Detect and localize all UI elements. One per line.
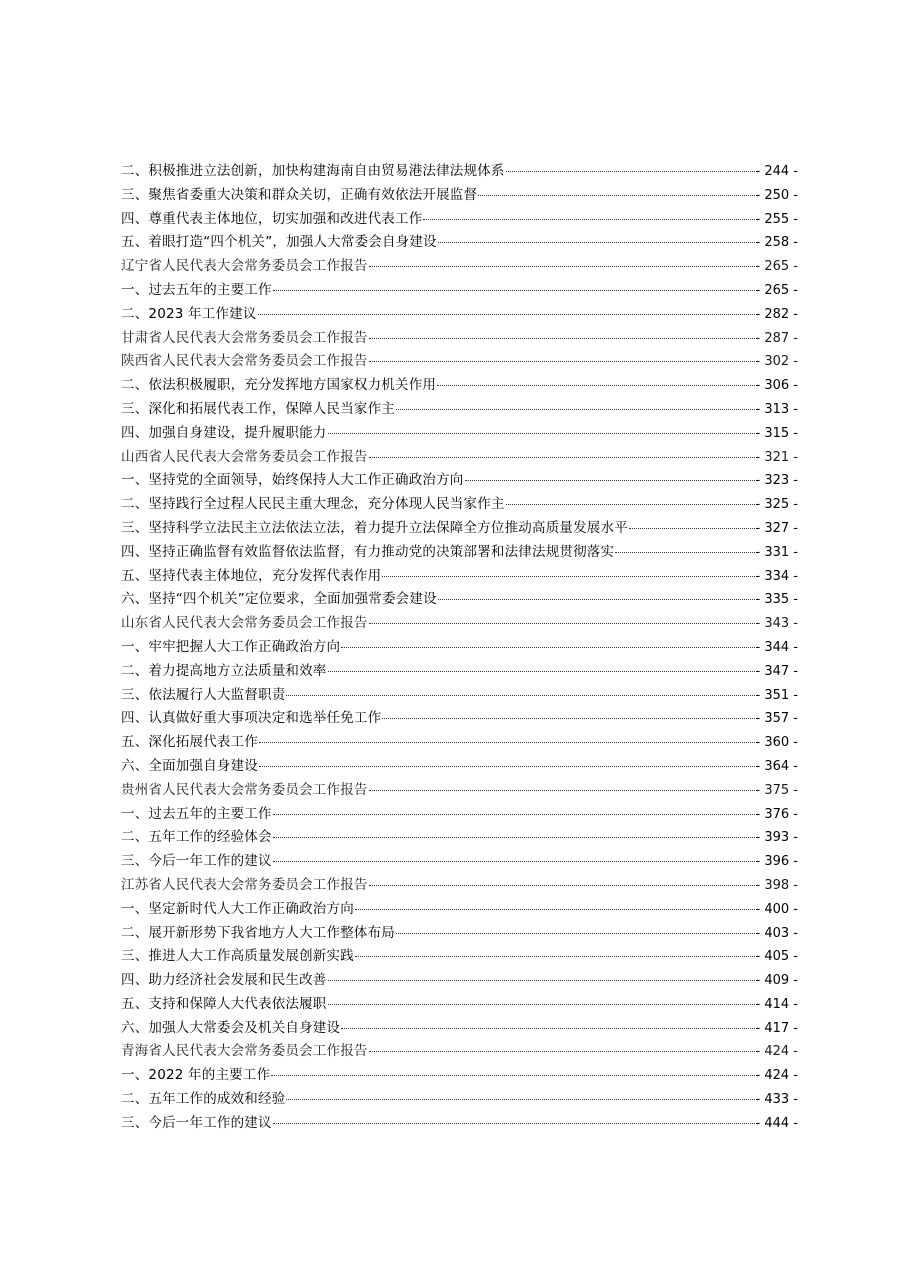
dot-leader xyxy=(273,837,755,838)
toc-section-entry[interactable] xyxy=(121,707,798,731)
dot-leader xyxy=(258,314,755,315)
toc-entry-page-number: - 433 - xyxy=(755,1092,798,1108)
toc-section-entry[interactable] xyxy=(121,803,798,827)
toc-section-entry[interactable] xyxy=(121,1017,798,1041)
toc-entry-title: 江苏省人民代表大会常务委员会工作报告 xyxy=(121,876,368,893)
toc-section-entry[interactable] xyxy=(121,231,798,255)
dot-leader xyxy=(355,909,755,910)
dot-leader xyxy=(369,361,755,362)
toc-entry-page-number: - 265 - xyxy=(755,282,798,298)
toc-entry-title: 一、坚持党的全面领导，始终保持人大工作正确政治方向 xyxy=(121,472,464,489)
toc-entry-page-number: - 360 - xyxy=(755,735,798,751)
toc-entry-page-number: - 287 - xyxy=(755,330,798,346)
toc-entry-page-number: - 344 - xyxy=(755,639,798,655)
toc-entry-title: 四、尊重代表主体地位，切实加强和改进代表工作 xyxy=(121,210,423,227)
toc-entry-page-number: - 376 - xyxy=(755,806,798,822)
dot-leader xyxy=(615,552,754,553)
dot-leader xyxy=(369,338,755,339)
dot-leader xyxy=(328,980,755,981)
toc-section-entry[interactable] xyxy=(121,398,798,422)
toc-entry-page-number: - 424 - xyxy=(755,1068,798,1084)
toc-section-entry[interactable] xyxy=(121,208,798,232)
toc-entry-page-number: - 315 - xyxy=(755,425,798,441)
toc-section-entry[interactable] xyxy=(121,755,798,779)
toc-entry-title: 二、坚持践行全过程人民民主重大理念，充分体现人民当家作主 xyxy=(121,496,505,513)
toc-entry-title: 四、坚持正确监督有效监督依法监督，有力推动党的决策部署和法律法规贯彻落实 xyxy=(121,543,615,560)
toc-section-entry[interactable] xyxy=(121,898,798,922)
toc-entry-page-number: - 393 - xyxy=(755,830,798,846)
toc-section-entry[interactable] xyxy=(121,993,798,1017)
dot-leader xyxy=(438,599,755,600)
dot-leader xyxy=(341,647,754,648)
dot-leader xyxy=(259,766,755,767)
dot-leader xyxy=(478,195,754,196)
toc-entry-title: 一、坚定新时代人大工作正确政治方向 xyxy=(121,900,354,917)
toc-entry-title: 三、聚焦省委重大决策和群众关切，正确有效依法开展监督 xyxy=(121,186,478,203)
dot-leader xyxy=(341,1028,754,1029)
dot-leader xyxy=(273,1123,755,1124)
dot-leader xyxy=(369,623,755,624)
dot-leader xyxy=(328,433,755,434)
toc-section-entry[interactable] xyxy=(121,945,798,969)
toc-section-entry[interactable] xyxy=(121,1064,798,1088)
toc-section-entry[interactable] xyxy=(121,565,798,589)
toc-section-entry[interactable] xyxy=(121,493,798,517)
dot-leader xyxy=(271,1075,754,1076)
toc-section-entry[interactable] xyxy=(121,160,798,184)
toc-report-entry[interactable] xyxy=(121,350,798,374)
toc-entry-page-number: - 325 - xyxy=(755,497,798,513)
toc-entry-title: 一、过去五年的主要工作 xyxy=(121,805,272,822)
toc-section-entry[interactable] xyxy=(121,636,798,660)
dot-leader xyxy=(382,576,754,577)
dot-leader xyxy=(273,290,755,291)
toc-entry-page-number: - 398 - xyxy=(755,877,798,893)
toc-entry-title: 一、过去五年的主要工作 xyxy=(121,281,272,298)
toc-section-entry[interactable] xyxy=(121,517,798,541)
toc-section-entry[interactable] xyxy=(121,279,798,303)
toc-report-entry[interactable] xyxy=(121,612,798,636)
toc-entry-page-number: - 417 - xyxy=(755,1020,798,1036)
toc-entry-title: 五、坚持代表主体地位，充分发挥代表作用 xyxy=(121,567,382,584)
toc-section-entry[interactable] xyxy=(121,1088,798,1112)
dot-leader xyxy=(259,742,755,743)
toc-entry-page-number: - 302 - xyxy=(755,354,798,370)
toc-entry-title: 三、坚持科学立法民主立法依法立法，着力提升立法保障全方位推动高质量发展水平 xyxy=(121,519,628,536)
toc-report-entry[interactable] xyxy=(121,255,798,279)
toc-entry-title: 三、深化和拓展代表工作，保障人民当家作主 xyxy=(121,400,395,417)
toc-entry-title: 六、加强人大常委会及机关自身建设 xyxy=(121,1019,341,1036)
toc-report-entry[interactable] xyxy=(121,779,798,803)
dot-leader xyxy=(273,861,755,862)
toc-entry-page-number: - 375 - xyxy=(755,782,798,798)
toc-entry-page-number: - 414 - xyxy=(755,996,798,1012)
dot-leader xyxy=(369,1051,755,1052)
toc-entry-title: 一、2022 年的主要工作 xyxy=(121,1067,271,1084)
toc-entry-title: 六、全面加强自身建设 xyxy=(121,757,258,774)
dot-leader xyxy=(396,933,755,934)
dot-leader xyxy=(369,885,755,886)
dot-leader xyxy=(369,457,755,458)
dot-leader xyxy=(369,266,755,267)
toc-entry-title: 三、今后一年工作的建议 xyxy=(121,1114,272,1131)
toc-entry-title: 山东省人民代表大会常务委员会工作报告 xyxy=(121,615,368,632)
toc-entry-title: 二、着力提高地方立法质量和效率 xyxy=(121,662,327,679)
dot-leader xyxy=(465,480,755,481)
dot-leader xyxy=(328,671,755,672)
toc-section-entry[interactable] xyxy=(121,660,798,684)
toc-report-entry[interactable] xyxy=(121,874,798,898)
toc-entry-title: 二、依法积极履职，充分发挥地方国家权力机关作用 xyxy=(121,377,437,394)
dot-leader xyxy=(506,504,755,505)
toc-entry-page-number: - 282 - xyxy=(755,306,798,322)
toc-entry-title: 一、牢牢把握人大工作正确政治方向 xyxy=(121,638,341,655)
toc-entry-page-number: - 347 - xyxy=(755,663,798,679)
toc-entry-page-number: - 424 - xyxy=(755,1044,798,1060)
toc-section-entry[interactable] xyxy=(121,850,798,874)
toc-entry-page-number: - 351 - xyxy=(755,687,798,703)
dot-leader xyxy=(629,528,755,529)
dot-leader xyxy=(286,1099,754,1100)
toc-entry-title: 二、展开新形势下我省地方人大工作整体布局 xyxy=(121,924,395,941)
toc-entry-title: 甘肃省人民代表大会常务委员会工作报告 xyxy=(121,329,368,346)
toc-entry-page-number: - 258 - xyxy=(755,235,798,251)
toc-entry-title: 二、五年工作的成效和经验 xyxy=(121,1091,286,1108)
dot-leader xyxy=(423,219,754,220)
toc-entry-page-number: - 364 - xyxy=(755,758,798,774)
table-of-contents xyxy=(121,160,798,1136)
toc-entry-page-number: - 400 - xyxy=(755,901,798,917)
toc-report-entry[interactable] xyxy=(121,446,798,470)
toc-report-entry[interactable] xyxy=(121,1040,798,1064)
toc-section-entry[interactable] xyxy=(121,422,798,446)
toc-entry-title: 三、推进人大工作高质量发展创新实践 xyxy=(121,948,354,965)
dot-leader xyxy=(355,956,755,957)
toc-entry-page-number: - 405 - xyxy=(755,949,798,965)
toc-entry-page-number: - 357 - xyxy=(755,711,798,727)
toc-entry-title: 四、认真做好重大事项决定和选举任免工作 xyxy=(121,710,382,727)
toc-entry-title: 六、坚持“四个机关”定位要求，全面加强常委会建设 xyxy=(121,591,437,608)
toc-entry-title: 三、今后一年工作的建议 xyxy=(121,853,272,870)
dot-leader xyxy=(273,814,755,815)
toc-entry-title: 辽宁省人民代表大会常务委员会工作报告 xyxy=(121,258,368,275)
toc-entry-page-number: - 250 - xyxy=(755,187,798,203)
dot-leader xyxy=(328,1004,755,1005)
toc-entry-title: 五、支持和保障人大代表依法履职 xyxy=(121,995,327,1012)
toc-section-entry[interactable] xyxy=(121,684,798,708)
dot-leader xyxy=(396,409,755,410)
dot-leader xyxy=(369,790,755,791)
toc-entry-title: 二、2023 年工作建议 xyxy=(121,305,257,322)
toc-entry-page-number: - 403 - xyxy=(755,925,798,941)
toc-section-entry[interactable] xyxy=(121,469,798,493)
toc-entry-title: 二、五年工作的经验体会 xyxy=(121,829,272,846)
toc-entry-page-number: - 313 - xyxy=(755,401,798,417)
toc-report-entry[interactable] xyxy=(121,327,798,351)
dot-leader xyxy=(286,695,754,696)
dot-leader xyxy=(437,385,754,386)
toc-entry-page-number: - 265 - xyxy=(755,259,798,275)
dot-leader xyxy=(506,171,755,172)
toc-section-entry[interactable] xyxy=(121,303,798,327)
toc-entry-title: 五、着眼打造“四个机关”，加强人大常委会自身建设 xyxy=(121,234,437,251)
toc-entry-title: 贵州省人民代表大会常务委员会工作报告 xyxy=(121,781,368,798)
toc-section-entry[interactable] xyxy=(121,826,798,850)
toc-entry-title: 四、助力经济社会发展和民生改善 xyxy=(121,972,327,989)
toc-section-entry[interactable] xyxy=(121,374,798,398)
toc-entry-title: 二、积极推进立法创新，加快构建海南自由贸易港法律法规体系 xyxy=(121,163,505,179)
toc-section-entry[interactable] xyxy=(121,1112,798,1136)
toc-entry-page-number: - 306 - xyxy=(755,378,798,394)
toc-entry-page-number: - 334 - xyxy=(755,568,798,584)
toc-section-entry[interactable] xyxy=(121,922,798,946)
toc-entry-page-number: - 409 - xyxy=(755,973,798,989)
toc-entry-page-number: - 321 - xyxy=(755,449,798,465)
toc-entry-title: 四、加强自身建设，提升履职能力 xyxy=(121,424,327,441)
toc-entry-page-number: - 343 - xyxy=(755,616,798,632)
toc-entry-title: 山西省人民代表大会常务委员会工作报告 xyxy=(121,448,368,465)
toc-entry-title: 三、依法履行人大监督职责 xyxy=(121,686,286,703)
toc-entry-page-number: - 335 - xyxy=(755,592,798,608)
toc-entry-title: 五、深化拓展代表工作 xyxy=(121,734,258,751)
toc-section-entry[interactable] xyxy=(121,731,798,755)
toc-entry-page-number: - 396 - xyxy=(755,854,798,870)
toc-section-entry[interactable] xyxy=(121,969,798,993)
toc-entry-title: 陕西省人民代表大会常务委员会工作报告 xyxy=(121,353,368,370)
toc-entry-page-number: - 327 - xyxy=(755,520,798,536)
dot-leader xyxy=(382,718,754,719)
toc-entry-title: 青海省人民代表大会常务委员会工作报告 xyxy=(121,1043,368,1060)
toc-section-entry[interactable] xyxy=(121,588,798,612)
toc-section-entry[interactable] xyxy=(121,541,798,565)
toc-entry-page-number: - 331 - xyxy=(755,544,798,560)
toc-entry-page-number: - 255 - xyxy=(755,211,798,227)
toc-entry-page-number: - 244 - xyxy=(755,164,798,179)
toc-entry-page-number: - 444 - xyxy=(755,1115,798,1131)
dot-leader xyxy=(438,242,755,243)
toc-section-entry[interactable] xyxy=(121,184,798,208)
toc-entry-page-number: - 323 - xyxy=(755,473,798,489)
